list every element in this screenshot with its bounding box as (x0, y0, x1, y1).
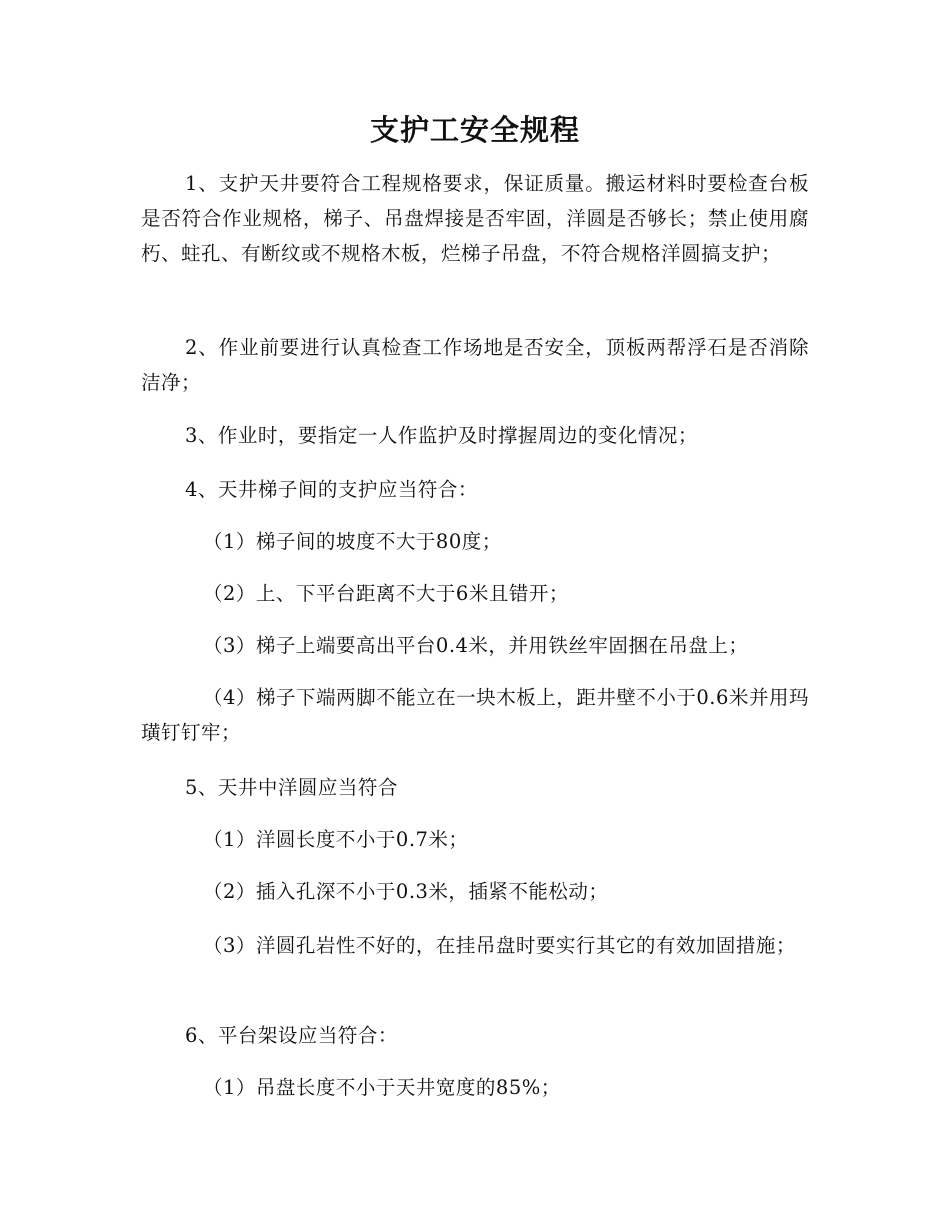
paragraph-5-2: （2）插入孔深不小于0.3米，插紧不能松动； (203, 880, 609, 903)
paragraph-1: 1、支护天井要符合工程规格要求，保证质量。搬运材料时要检查台板是否符合作业规格，梯子、吊盘焊接是否牢固，洋圆是否够长；禁止使用腐朽、蛀孔、有断纹或不规格木板，烂梯子吊盘，不符合规格洋圆搞支护； (141, 172, 809, 265)
document-page (141, 0, 809, 1230)
paragraph-4-4: （4）梯子下端两脚不能立在一块木板上，距井壁不小于0.6米并用玛璜钉钉牢； (141, 686, 809, 744)
paragraph-4-3: （3）梯子上端要高出平台0.4米，并用铁丝牢固捆在吊盘上； (203, 634, 749, 657)
paragraph-5: 5、天井中洋圆应当符合 (185, 776, 398, 799)
paragraph-6-1: （1）吊盘长度不小于天井宽度的85%； (203, 1076, 561, 1099)
paragraph-3: 3、作业时，要指定一人作监护及时撑握周边的变化情况； (185, 424, 698, 447)
paragraph-2: 2、作业前要进行认真检查工作场地是否安全，顶板两帮浮石是否消除洁净； (141, 336, 809, 394)
paragraph-4-2: （2）上、下平台距离不大于6米且错开； (203, 582, 569, 605)
paragraph-4-1: （1）梯子间的坡度不大于80度； (203, 530, 502, 553)
document-title: 支护工安全规程 (369, 113, 580, 147)
paragraph-6: 6、平台架设应当符合： (185, 1024, 398, 1047)
paragraph-5-1: （1）洋圆长度不小于0.7米； (203, 828, 469, 851)
paragraph-4: 4、天井梯子间的支护应当符合： (185, 478, 478, 501)
paragraph-5-3: （3）洋圆孔岩性不好的，在挂吊盘时要实行其它的有效加固措施； (203, 934, 796, 957)
